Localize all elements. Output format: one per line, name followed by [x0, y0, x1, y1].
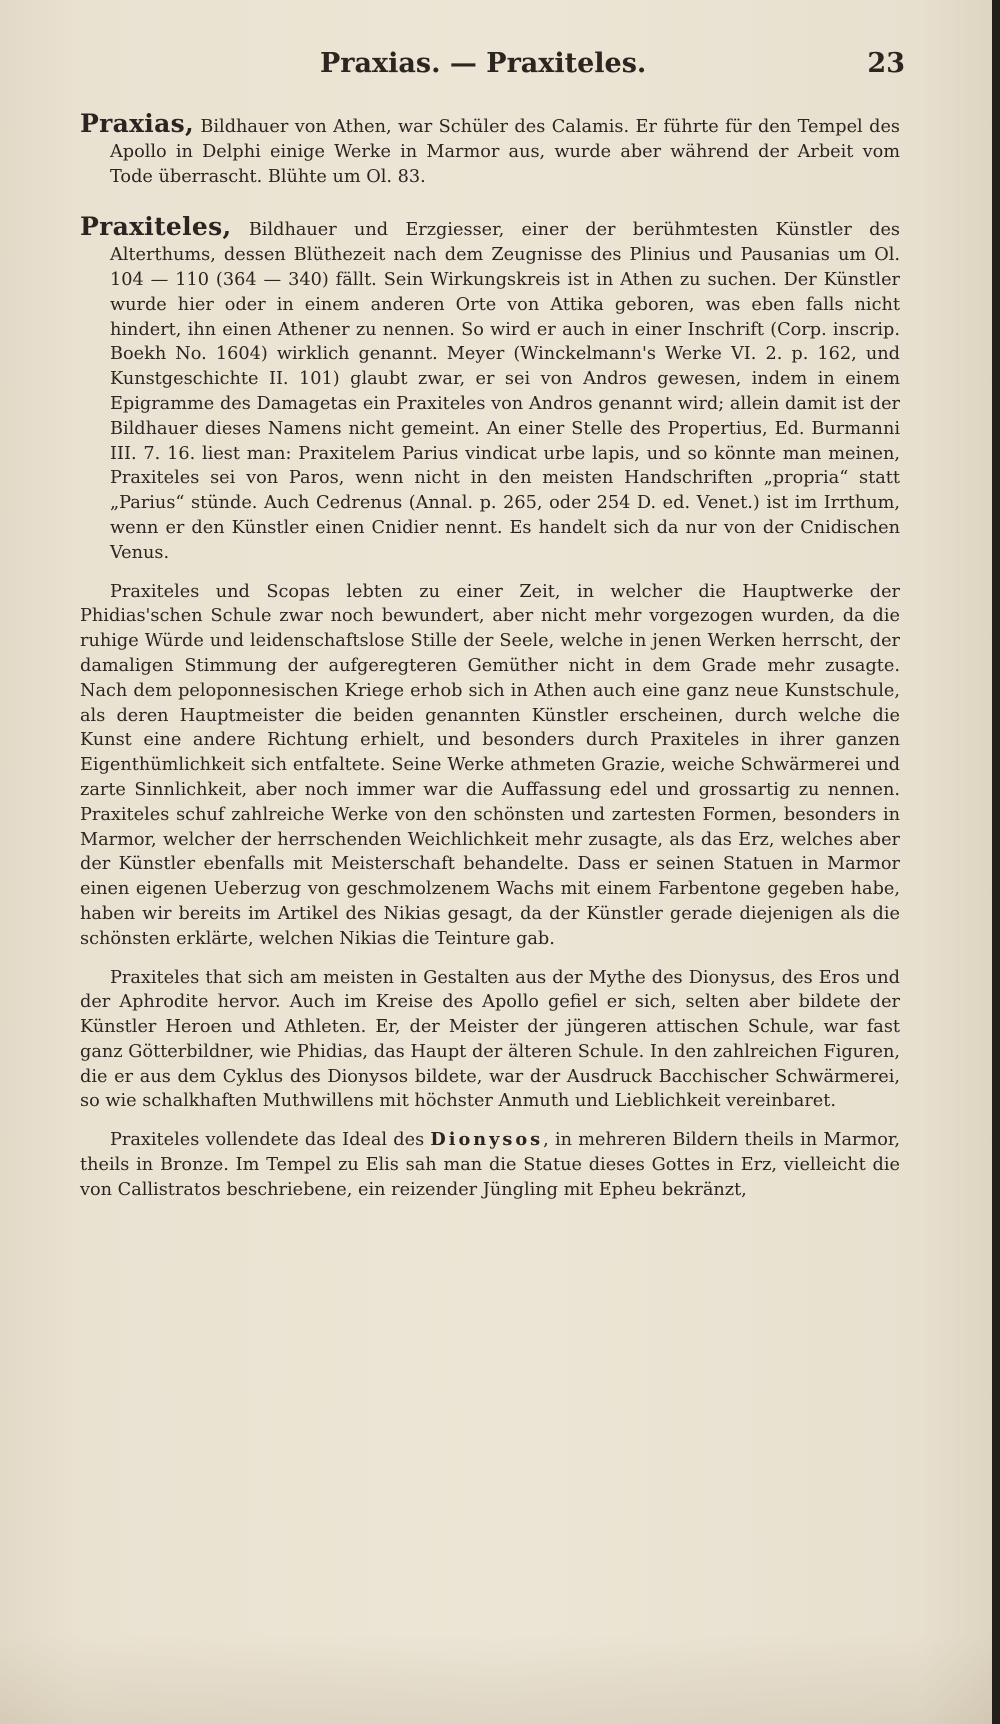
- entry-praxias: [80, 109, 900, 189]
- entry-text: Bildhauer und Erzgiesser, einer der berühmtesten Künstler des Alterthums, dessen Blüthezeit nach dem Zeugnisse des Plinius und Pausanias um Ol. 104 — 110 (364 — 340) fällt. Sein Wirkungskreis ist in Athen zu suchen. Der Künstler wurde hier oder in einem anderen Orte von Attika geboren, was eben falls nicht hindert, ihn einen Athener zu nennen. So wird er auch in einer Inschrift (Corp. inscrip. Boekh No. 1604) wirklich genannt. Meyer (Winckelmann's Werke VI. 2. p. 162, und Kunstgeschichte II. 101) glaubt zwar, er sei von Andros gewesen, indem in einem Epigramme des Damagetas ein Praxiteles von Andros genannt wird; allein damit ist der Bildhauer dieses Namens nicht gemeint. An einer Stelle des Propertius, Ed. Burmanni III. 7. 16. liest man: Praxitelem Parius vindicat urbe lapis, und so könnte man meinen, Praxiteles sei von Paros, wenn nicht in den meisten Handschriften „propria“ statt „Parius“ stünde. Auch Cedrenus (Annal. p. 265, oder 254 D. ed. Venet.) ist im Irrthum, wenn er den Künstler einen Cnidier nennt. Es handelt sich da nur von der Cnidischen Venus.: [110, 220, 901, 563]
- paragraph-text-end: , in mehreren Bildern theils in Marmor, theils in Bronze. Im Tempel zu Elis sah man die Statue dieses Gottes in Erz, vielleicht die von Callistratos beschriebene, ein reizender Jüngling mit Epheu bekränzt,: [80, 1130, 901, 1200]
- paragraph-subjects: Praxiteles that sich am meisten in Gestalten aus der Mythe des Dionysus, des Eros und der Aphrodite hervor. Auch im Kreise des Apollo gefiel er sich, selten aber bildete der Künstler Heroen und Athleten. Er, der Meister der jüngeren attischen Schule, war fast ganz Götterbildner, wie Phidias, das Haupt der älteren Schule. In den zahlreichen Figuren, die er aus dem Cyklus des Dionysos bildete, war der Ausdruck Bacchischer Schwärmerei, so wie schalkhaften Muthwillens mit höchster Anmuth und Lieblichkeit vereinbaret.: [80, 967, 900, 1112]
- entry-headword: Praxias,: [80, 109, 194, 138]
- entry-paragraph: [80, 212, 901, 565]
- running-header: [70, 48, 905, 88]
- entry-praxiteles: [80, 212, 901, 565]
- paragraph-style: Praxiteles und Scopas lebten zu einer Zeit, in welcher die Hauptwerke der Phidias'schen Schule zwar noch bewundert, aber nicht mehr vorgezogen wurden, da die ruhige Würde und leidenschaftslose Stille der Seele, welche in jenen Werken herrscht, der damaligen Stimmung der aufgeregteren Gemüther nicht in dem Grade mehr zusagte. Nach dem peloponnesischen Kriege erhob sich in Athen auch eine ganz neue Kunstschule, als deren Hauptmeister die beiden genannten Künstler erscheinen, durch welche die Kunst eine andere Richtung erhielt, und besonders durch Praxiteles in ihrer ganzen Eigenthümlichkeit sich entfaltete. Seine Werke athmeten Grazie, weiche Schwärmerei und zarte Sinnlichkeit, aber noch immer war die Auffassung edel und grossartig zu nennen. Praxiteles schuf zahlreiche Werke von den schönsten und zartesten Formen, besonders in Marmor, welcher der herrschenden Weichlichkeit mehr zusagte, als das Erz, welches aber der Künstler ebenfalls mit Meisterschaft behandelte. Dass er seinen Statuen in Marmor einen eigenen Ueberzug von geschmolzenem Wachs mit einem Farbentone gegeben habe, haben wir bereits im Artikel des Nikias gesagt, da der Künstler gerade diejenigen als die schönsten erklärte, welchen Nikias die Teinture gab.: [80, 581, 900, 949]
- page-shadow: [0, 1634, 1000, 1724]
- entry-headword: Praxiteles,: [80, 212, 232, 242]
- entry-paragraph: [80, 109, 900, 189]
- paragraph-text-start: Praxiteles vollendete das Ideal des: [110, 1130, 425, 1151]
- emphasized-name: Dionysos: [430, 1129, 544, 1151]
- header-title: Praxias. — Praxiteles.: [320, 48, 647, 79]
- paragraph-dionysos: [80, 1128, 900, 1202]
- page-edge: [992, 0, 1000, 1724]
- entry-text: Bildhauer von Athen, war Schüler des Calamis. Er führte für den Tempel des Apollo in Delphi einige Werke in Marmor aus, wurde aber während der Arbeit vom Tode überrascht. Blühte um Ol. 83.: [110, 117, 900, 187]
- page-body: [80, 109, 901, 1217]
- page-number: 23: [867, 48, 905, 79]
